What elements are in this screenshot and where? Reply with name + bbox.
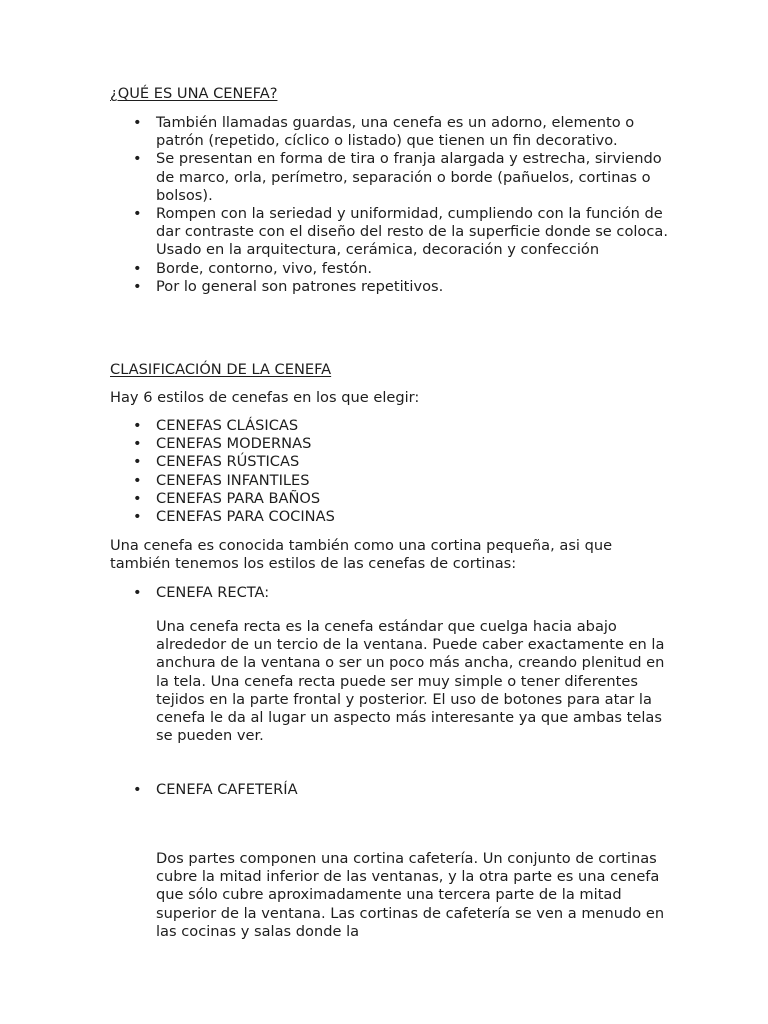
curtain-style-recta — [110, 584, 670, 602]
list-item: • También llamadas guardas, una cenefa es un adorno, elemento o patrón (repetido, cíclico o listado) que tienen un fin decorativo. — [110, 114, 670, 150]
list-item: • CENEFAS MODERNAS — [110, 435, 670, 453]
curtain-style-cafeteria — [110, 781, 670, 799]
list-item: • CENEFAS RÚSTICAS — [110, 453, 670, 471]
list-item: • CENEFAS CLÁSICAS — [110, 417, 670, 435]
list-item: • Se presentan en forma de tira o franja alargada y estrecha, sirviendo de marco, orla, perímetro, separación o borde (pañuelos, cortinas o bolsos). — [110, 150, 670, 205]
curtain-intro: Una cenefa es conocida también como una cortina pequeña, asi que también tenemos los estilos de las cenefas de cortinas: — [110, 537, 613, 573]
definition-list — [110, 114, 670, 296]
list-item: • Rompen con la seriedad y uniformidad, cumpliendo con la función de dar contraste con el diseño del resto de la superficie donde se coloca. Usado en la arquitectura, cerámica, decoración y confección — [110, 205, 670, 260]
list-item: • Borde, contorno, vivo, festón. — [110, 260, 670, 278]
section-heading-classification: CLASIFICACIÓN DE LA CENEFA — [110, 361, 332, 378]
list-item: • CENEFAS PARA COCINAS — [110, 508, 670, 526]
cafeteria-description: Dos partes componen una cortina cafetería. Un conjunto de cortinas cubre la mitad inferior de las ventanas, y la otra parte es una cenefa que sólo cubre aproximadamente una tercera parte de la mitad superior de la ventana. Las cortinas de cafetería se ven a menudo en las cocinas y salas donde la — [156, 850, 665, 940]
list-item: • CENEFAS PARA BAÑOS — [110, 490, 670, 508]
section-heading-what-is: ¿QUÉ ES UNA CENEFA? — [110, 85, 278, 102]
list-item: • CENEFAS INFANTILES — [110, 472, 670, 490]
recta-description: Una cenefa recta es la cenefa estándar que cuelga hacia abajo alrededor de un tercio de la ventana. Puede caber exactamente en la anchura de la ventana o ser un poco más ancha, creando plenitud en la tela. Una cenefa recta puede ser muy simple o tener diferentes tejidos en la parte frontal y posterior. El uso de botones para atar la cenefa le da al lugar un aspecto más interesante ya que ambas telas se pueden ver. — [156, 618, 665, 745]
list-item: • Por lo general son patrones repetitivos. — [110, 278, 670, 296]
styles-intro: Hay 6 estilos de cenefas en los que elegir: — [110, 389, 420, 406]
list-item-title: • CENEFA CAFETERÍA — [110, 781, 670, 799]
styles-list — [110, 417, 670, 526]
list-item-title: • CENEFA RECTA: — [110, 584, 670, 602]
